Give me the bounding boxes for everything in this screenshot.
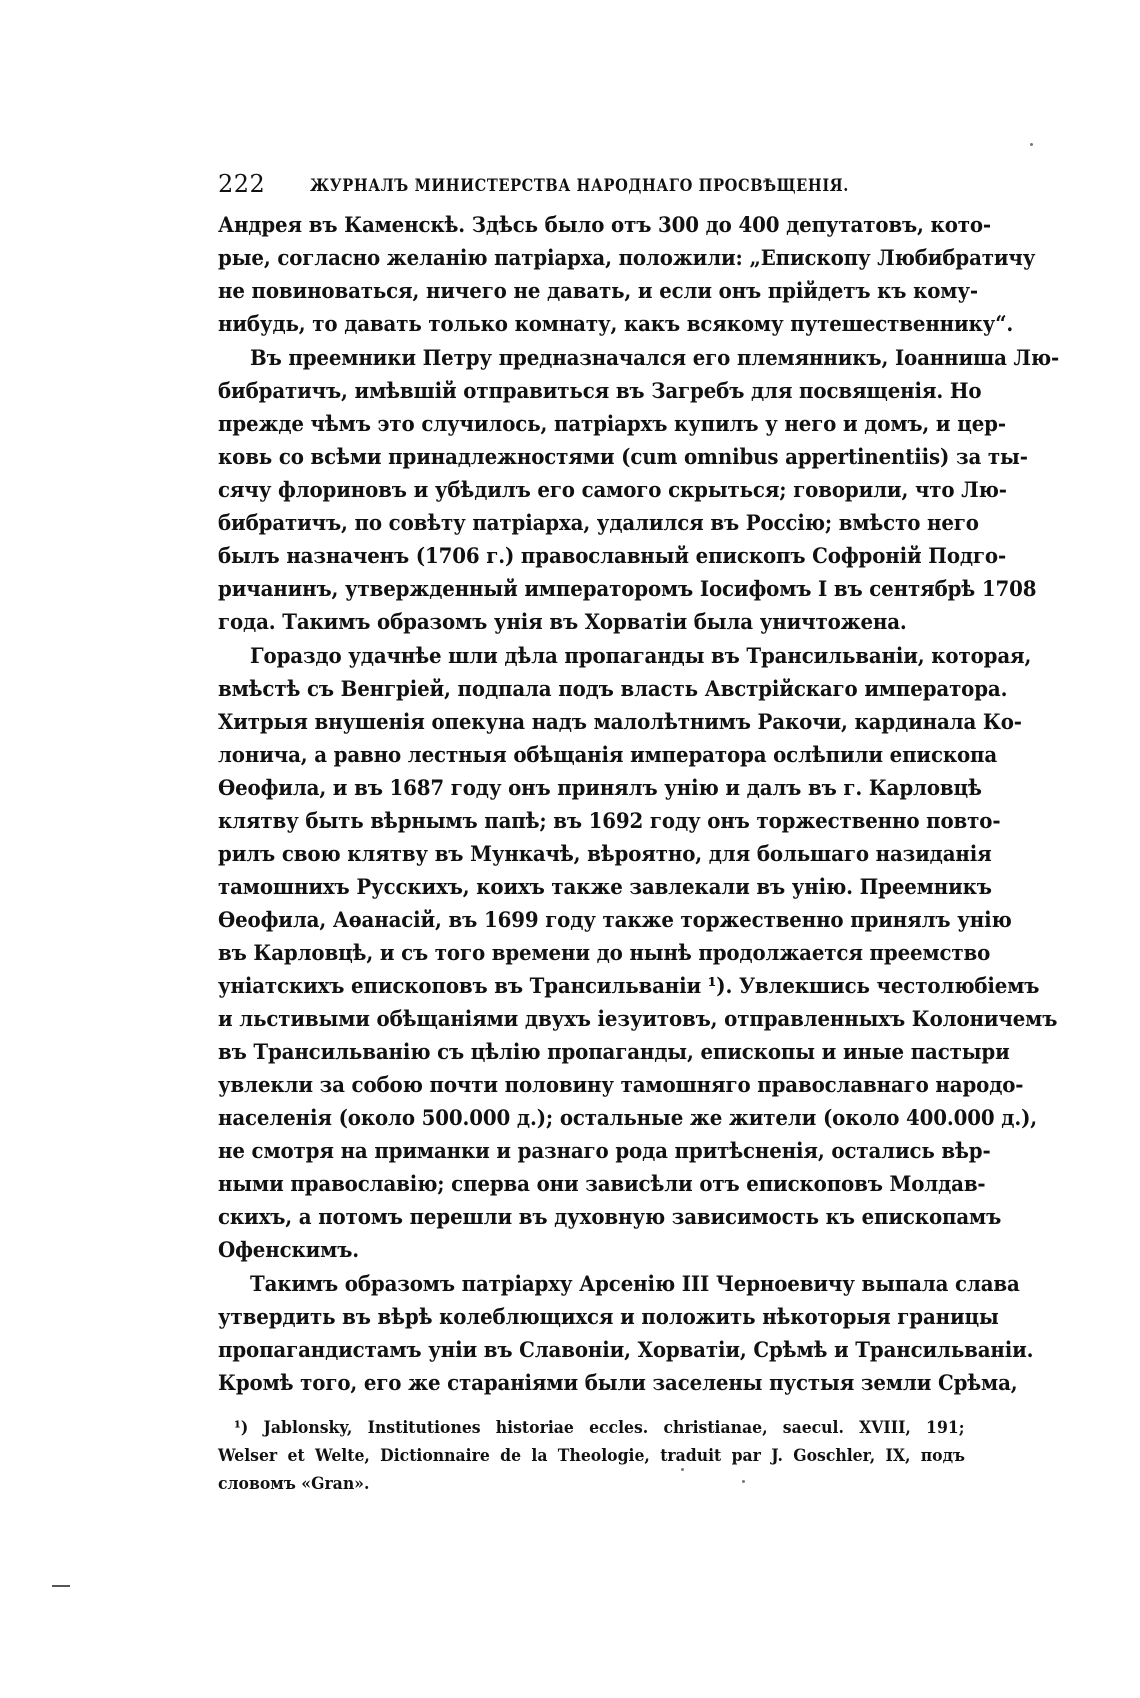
margin-mark bbox=[52, 1585, 70, 1587]
text-line: и льстивыми обѣщаніями двухъ іезуитовъ, отправленныхъ Колоничемъ bbox=[218, 1007, 1058, 1032]
text-line: прежде чѣмъ это случилось, патріархъ купилъ у него и домъ, и цер- bbox=[218, 412, 1006, 437]
text-line: клятву быть вѣрнымъ папѣ; въ 1692 году онъ торжественно повто- bbox=[218, 809, 1001, 834]
text-line: тамошнихъ Русскихъ, коихъ также завлекали въ унію. Преемникъ bbox=[218, 875, 992, 900]
footnote-line: словомъ «Gran». bbox=[218, 1474, 370, 1494]
text-line: бибратичъ, по совѣту патріарха, удалился въ Россію; вмѣсто него bbox=[218, 511, 979, 536]
text-line: Андрея въ Каменскѣ. Здѣсь было отъ 300 до 400 депутатовъ, кото- bbox=[218, 213, 992, 238]
text-line: былъ назначенъ (1706 г.) православный епископъ Софроній Подго- bbox=[218, 544, 1007, 569]
text-line: Въ преемники Петру предназначался его племянникъ, Іоанниша Лю- bbox=[250, 346, 1060, 371]
text-line: не повиноваться, ничего не давать, и если онъ прійдетъ къ кому- bbox=[218, 279, 978, 304]
text-line: Гораздо удачнѣе шли дѣла пропаганды въ Трансильваніи, которая, bbox=[250, 644, 1032, 669]
text-line: Хитрыя внушенія опекуна надъ малолѣтнимъ Ракочи, кардинала Ко- bbox=[218, 710, 1022, 735]
text-line: утвердить въ вѣрѣ колеблющихся и положить нѣкоторыя границы bbox=[218, 1305, 999, 1330]
page-number: 222 bbox=[218, 170, 266, 198]
text-line: рилъ свою клятву въ Мункачѣ, вѣроятно, для большаго назиданія bbox=[218, 842, 992, 867]
scan-speck bbox=[681, 1468, 684, 1471]
text-line: увлекли за собою почти половину тамошняго православнаго народо- bbox=[218, 1073, 1024, 1098]
text-line: бибратичъ, имѣвшій отправиться въ Загребъ для посвященія. Но bbox=[218, 379, 982, 404]
text-line: въ Трансильванію съ цѣлію пропаганды, епископы и иные пастыри bbox=[218, 1040, 1010, 1065]
text-line: ными православію; сперва они зависѣли отъ епископовъ Молдав- bbox=[218, 1172, 986, 1197]
text-line: не смотря на приманки и разнаго рода притѣсненія, остались вѣр- bbox=[218, 1139, 991, 1164]
text-line: ковь со всѣми принадлежностями (cum omnibus appertinentiis) за ты- bbox=[218, 445, 1028, 470]
text-line: Ѳеофила, Аѳанасій, въ 1699 году также торжественно принялъ унію bbox=[218, 908, 1012, 933]
footnote-line: ¹) Jablonsky, Institutiones historiae eccles. christianae, saecul. XVIII, 191; bbox=[234, 1418, 965, 1438]
scan-speck bbox=[742, 1480, 745, 1483]
text-line: Кромѣ того, его же стараніями были заселены пустыя земли Срѣма, bbox=[218, 1371, 1018, 1396]
text-line: населенія (около 500.000 д.); остальные же жители (около 400.000 д.), bbox=[218, 1106, 1038, 1131]
text-line: пропагандистамъ уніи въ Славоніи, Хорватіи, Срѣмѣ и Трансильваніи. bbox=[218, 1338, 1034, 1363]
footnote-line: Welser et Welte, Dictionnaire de la Theologie, traduit par J. Goschler, IX, подъ bbox=[218, 1446, 966, 1466]
text-line: скихъ, а потомъ перешли въ духовную зависимость къ епископамъ bbox=[218, 1205, 1002, 1230]
running-title: ЖУРНАЛЪ МИНИСТЕРСТВА НАРОДНАГО ПРОСВѢЩЕНІЯ. bbox=[310, 176, 849, 196]
text-line: вмѣстѣ съ Венгріей, подпала подъ власть Австрійскаго императора. bbox=[218, 677, 1008, 702]
text-line: нибудь, то давать только комнату, какъ всякому путешественнику“. bbox=[218, 312, 1014, 337]
text-line: Такимъ образомъ патріарху Арсенію III Черноевичу выпала слава bbox=[250, 1272, 1020, 1297]
text-line: рые, согласно желанію патріарха, положили: „Епископу Любибратичу bbox=[218, 246, 1036, 271]
scan-speck bbox=[1030, 143, 1033, 146]
text-line: ричанинъ, утвержденный императоромъ Іосифомъ I въ сентябрѣ 1708 bbox=[218, 577, 1037, 602]
text-line: въ Карловцѣ, и съ того времени до нынѣ продолжается преемство bbox=[218, 941, 991, 966]
text-line: сячу флориновъ и убѣдилъ его самого скрыться; говорили, что Лю- bbox=[218, 478, 1007, 503]
text-line: Офенскимъ. bbox=[218, 1238, 360, 1263]
text-line: уніатскихъ епископовъ въ Трансильваніи ¹). Увлекшись честолюбіемъ bbox=[218, 974, 1040, 999]
text-line: Ѳеофила, и въ 1687 году онъ принялъ унію и далъ въ г. Карловцѣ bbox=[218, 776, 982, 801]
text-line: года. Такимъ образомъ унія въ Хорватіи была уничтожена. bbox=[218, 610, 907, 635]
text-line: лонича, а равно лестныя обѣщанія императора ослѣпили епископа bbox=[218, 743, 998, 768]
